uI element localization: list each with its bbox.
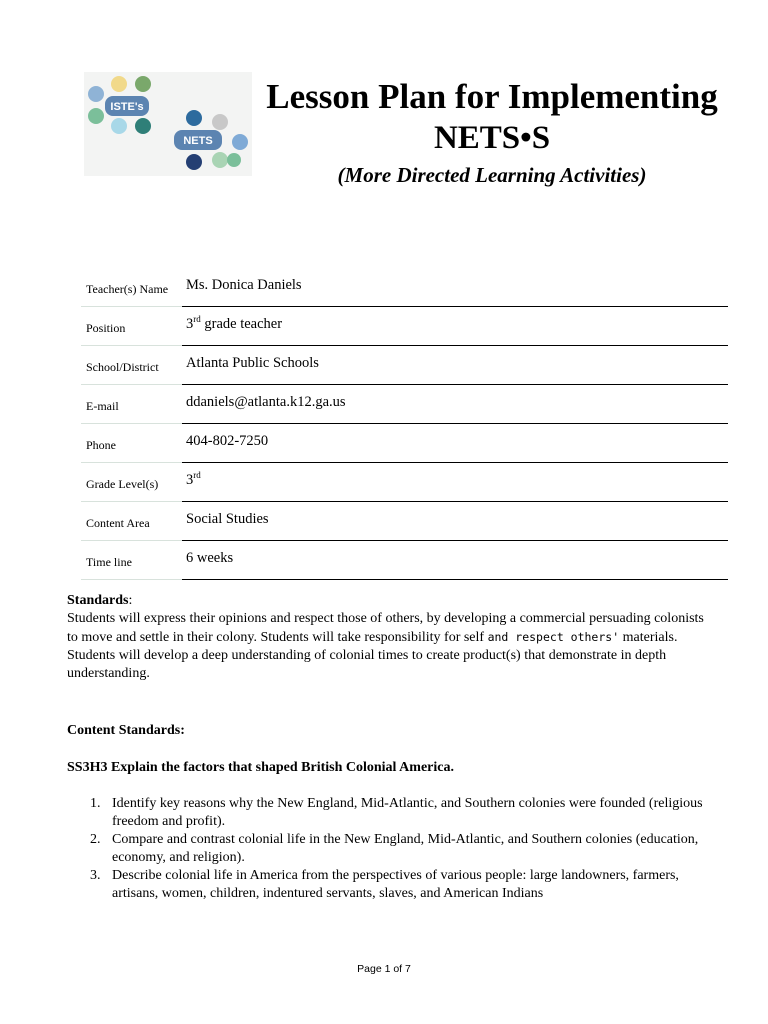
logo-graphic <box>84 72 252 176</box>
school-label: School/District <box>81 346 182 385</box>
timeline-label: Time line <box>81 541 182 580</box>
list-item-text: Identify key reasons why the New England, Mid-Atlantic, and Southern colonies were founded (religious freedom and profit). <box>112 796 703 829</box>
standards-text-1: Students will express their opinions and respect those of others, by developing a commercial persuading colonists to move and settle in their colony. Students will take responsibility for self <box>67 611 704 645</box>
table-row <box>81 268 728 307</box>
list-item <box>67 831 707 867</box>
teacher-info-table <box>81 268 728 580</box>
phone-value: 404-802-7250 <box>182 424 728 463</box>
teacher-name-label: Teacher(s) Name <box>81 268 182 307</box>
standards-heading-line <box>67 592 707 610</box>
standards-text-2: materials. Students will develop a deep understanding of colonial times to create product(s) that demonstrate in depth understanding. <box>67 630 678 681</box>
position-value <box>182 307 728 346</box>
table-row <box>81 541 728 580</box>
teacher-name-value: Ms. Donica Daniels <box>182 268 728 307</box>
standards-section <box>67 592 707 683</box>
table-row <box>81 463 728 502</box>
list-item <box>67 795 707 831</box>
content-standards-list <box>67 795 707 903</box>
standards-colon: : <box>128 593 133 608</box>
ss3h3-heading: SS3H3 Explain the factors that shaped British Colonial America. <box>67 760 454 775</box>
table-row <box>81 502 728 541</box>
standards-text-mono: and respect others' <box>487 630 620 644</box>
email-value: ddaniels@atlanta.k12.ga.us <box>182 385 728 424</box>
list-item-text: Describe colonial life in America from the perspectives of various people: large landowners, farmers, artisans, women, children, indentured servants, slaves, and American Indians <box>112 868 679 901</box>
title-block <box>250 76 734 190</box>
position-value-num: 3 <box>186 315 194 332</box>
standards-heading: Standards <box>67 593 129 608</box>
page-subtitle: (More Directed Learning Activities) <box>337 163 647 187</box>
content-area-value: Social Studies <box>182 502 728 541</box>
timeline-value: 6 weeks <box>182 541 728 580</box>
table-row <box>81 346 728 385</box>
logo-text-bottom: NETS <box>183 135 213 147</box>
position-value-rest: grade teacher <box>200 315 283 332</box>
content-standards-heading: Content Standards: <box>67 723 185 738</box>
page-number: Page 1 of 7 <box>357 963 411 975</box>
list-item <box>67 867 707 903</box>
list-item-number: 3. <box>90 868 101 883</box>
list-item-text: Compare and contrast colonial life in the New England, Mid-Atlantic, and Southern colonies (education, economy, and religion). <box>112 832 699 865</box>
standards-paragraph <box>67 610 707 683</box>
table-row <box>81 424 728 463</box>
phone-label: Phone <box>81 424 182 463</box>
content-area-label: Content Area <box>81 502 182 541</box>
iste-nets-logo <box>84 72 252 176</box>
list-item-number: 2. <box>90 832 101 847</box>
table-row <box>81 385 728 424</box>
logo-text-top: ISTE's <box>110 101 144 113</box>
grade-level-sup: rd <box>193 469 201 480</box>
position-label: Position <box>81 307 182 346</box>
grade-level-value <box>182 463 728 502</box>
grade-level-label: Grade Level(s) <box>81 463 182 502</box>
list-item-number: 1. <box>90 796 101 811</box>
school-value: Atlanta Public Schools <box>182 346 728 385</box>
page-title: Lesson Plan for Implementing <box>266 77 718 116</box>
position-value-sup: rd <box>193 313 201 324</box>
page-title-nets: NETS•S <box>433 120 551 156</box>
grade-level-num: 3 <box>186 471 194 488</box>
email-label: E-mail <box>81 385 182 424</box>
table-row <box>81 307 728 346</box>
